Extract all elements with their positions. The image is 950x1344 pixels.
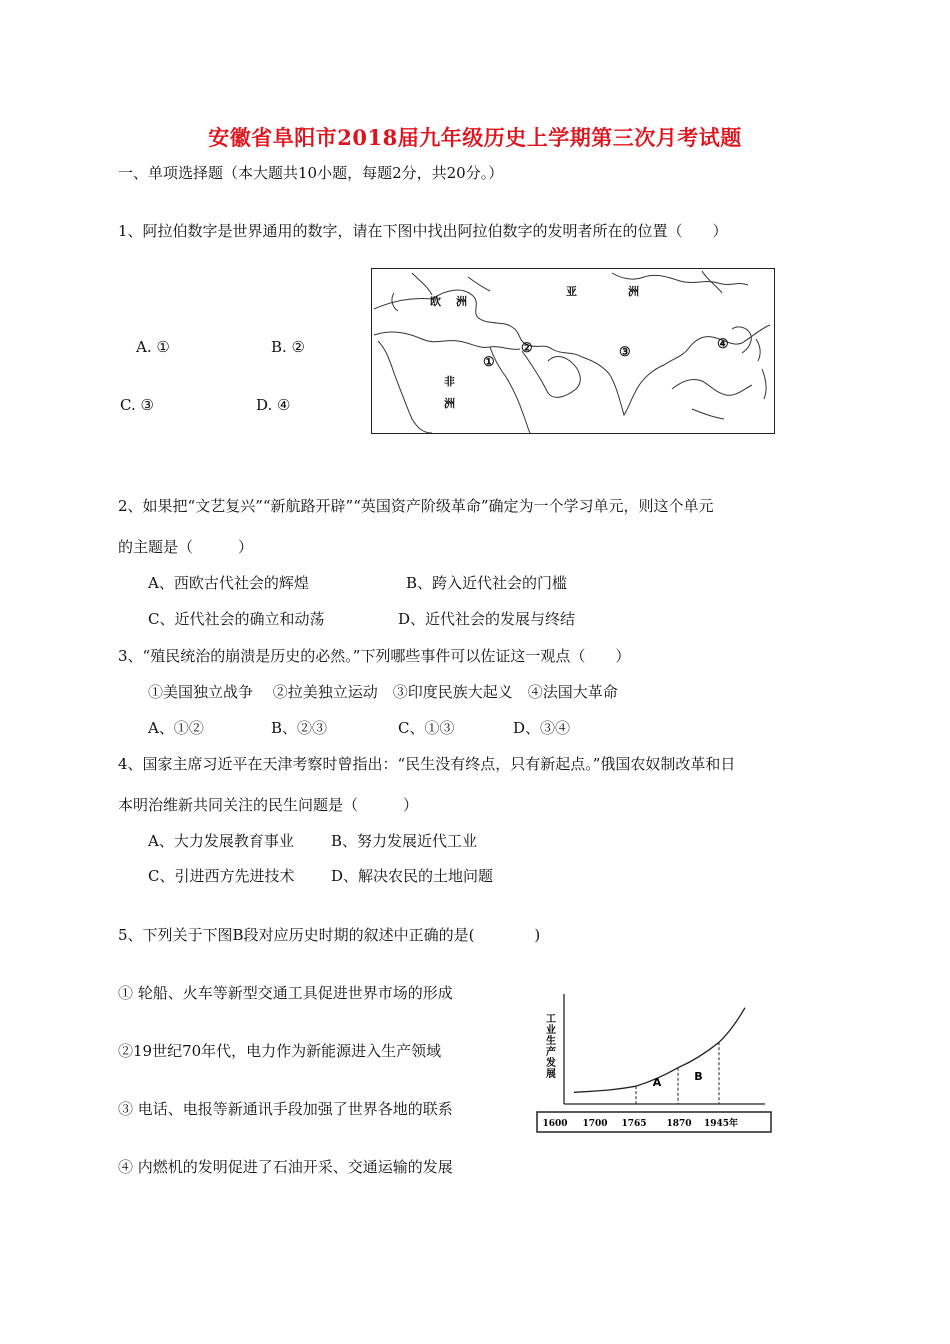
q4-option-c[interactable]: C、引进西方先进技术 (148, 867, 295, 885)
map-label-asia-1: 亚 (566, 285, 577, 298)
map-marker-4: ④ (717, 337, 729, 352)
q2-stem-line2: 的主题是（ ） (118, 538, 254, 556)
q1-stem: 1、阿拉伯数字是世界通用的数字，请在下图中找出阿拉伯数字的发明者所在的位置（ ） (118, 222, 728, 240)
q5-statement-2: ②19世纪70年代，电力作为新能源进入生产领域 (118, 1042, 442, 1060)
q1-option-a[interactable]: A. ① (136, 338, 170, 356)
q3-stem: 3、“殖民统治的崩溃是历史的必然。”下列哪些事件可以佐证这一观点（ ） (118, 647, 631, 665)
q1-option-c[interactable]: C. ③ (120, 396, 154, 414)
q4-option-a[interactable]: A、大力发展教育事业 (148, 832, 294, 850)
q4-stem-line1: 4、国家主席习近平在天津考察时曾指出：“民生没有终点，只有新起点。”俄国农奴制改革和日 (118, 755, 736, 773)
q3-option-a[interactable]: A、①② (148, 719, 204, 737)
q5-statement-3: ③ 电话、电报等新通讯手段加强了世界各地的联系 (118, 1100, 453, 1118)
segment-label-A: A (652, 1076, 662, 1089)
q3-option-c[interactable]: C、①③ (398, 719, 455, 737)
x-tick-label: 1945年 (703, 1119, 739, 1129)
y-axis-label-char: 业 (546, 1025, 556, 1036)
map-label-asia-2: 洲 (628, 285, 639, 298)
q5-statement-4: ④ 内燃机的发明促进了石油开采、交通运输的发展 (118, 1158, 453, 1176)
q5-stem: 5、下列关于下图B段对应历史时期的叙述中正确的是( ) (118, 926, 541, 944)
q4-option-b[interactable]: B、努力发展近代工业 (331, 832, 478, 850)
map-marker-2: ② (521, 341, 533, 356)
map-label-africa-1: 非 (444, 375, 455, 388)
q2-option-b[interactable]: B、跨入近代社会的门槛 (406, 574, 568, 592)
y-axis-label-char: 工 (546, 1014, 556, 1025)
map-marker-3: ③ (619, 345, 631, 360)
q2-option-d[interactable]: D、近代社会的发展与终结 (398, 610, 576, 628)
q3-option-d[interactable]: D、③④ (513, 719, 571, 737)
q4-option-d[interactable]: D、解决农民的土地问题 (331, 867, 494, 885)
q2-stem-line1: 2、如果把“文艺复兴”“新航路开辟”“英国资产阶级革命”确定为一个学习单元，则这个单元 (118, 497, 714, 515)
section-heading: 一、单项选择题（本大题共10小题，每题2分，共20分。） (118, 164, 504, 182)
page-title: 安徽省阜阳市2018届九年级历史上学期第三次月考试题 (208, 125, 742, 150)
q2-option-c[interactable]: C、近代社会的确立和动荡 (148, 610, 325, 628)
chart-svg (533, 988, 773, 1138)
segment-label-B: B (694, 1070, 703, 1083)
q1-option-d[interactable]: D. ④ (256, 396, 291, 414)
q1-option-b[interactable]: B. ② (271, 338, 306, 356)
q5-statement-1: ① 轮船、火车等新型交通工具促进世界市场的形成 (118, 984, 453, 1002)
industrial-development-chart (533, 988, 773, 1138)
x-tick-label: 1765 (621, 1119, 647, 1129)
q2-option-a[interactable]: A、西欧古代社会的辉煌 (148, 574, 309, 592)
y-axis-label-char: 产 (546, 1047, 556, 1058)
x-tick-label: 1700 (582, 1119, 608, 1129)
map-marker-1: ① (483, 355, 495, 370)
q3-option-b[interactable]: B、②③ (271, 719, 328, 737)
x-tick-label: 1870 (666, 1119, 692, 1129)
y-axis-label-char: 发 (546, 1058, 556, 1069)
y-axis-label-char: 生 (546, 1036, 556, 1047)
x-tick-label: 1600 (542, 1119, 568, 1129)
q3-events: ①美国独立战争 ②拉美独立运动 ③印度民族大起义 ④法国大革命 (148, 683, 618, 701)
y-axis-label-char: 展 (546, 1069, 556, 1080)
map-label-europe-2: 洲 (456, 295, 467, 308)
map-label-africa-2: 洲 (444, 397, 455, 410)
q4-stem-line2: 本明治维新共同关注的民生问题是（ ） (118, 796, 419, 814)
map-label-europe-1: 欧 (430, 295, 441, 308)
world-map-figure (371, 268, 775, 434)
